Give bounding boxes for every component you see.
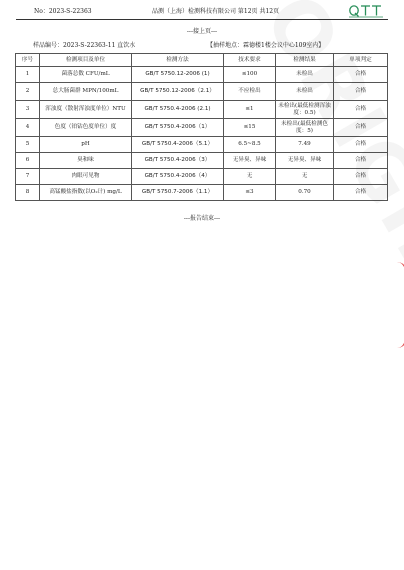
row-index: 5 [16,137,40,153]
row-verdict: 合格 [334,153,388,169]
row-index: 3 [16,101,40,119]
row-requirement: 6.5~8.5 [224,137,276,153]
row-result: 7.49 [276,137,334,153]
table-row [16,185,388,201]
continued-label: ---接上页--- [186,28,218,35]
row-method: GB/T 5750.4-2006 (2.1) [132,101,224,119]
row-item: 色度（铂钴色度单位）度 [40,119,132,137]
row-index: 2 [16,83,40,101]
row-requirement: 无 [224,169,276,185]
row-method: GB/T 5750.4-2006（5.1） [132,137,224,153]
row-item: 浑浊度（散射浑浊度单位）NTU [40,101,132,119]
row-index: 4 [16,119,40,137]
row-requirement: 不应检出 [224,83,276,101]
row-result: 未检出 [276,67,334,83]
row-verdict: 合格 [334,169,388,185]
row-method: GB/T 5750.4-2006（1） [132,119,224,137]
header-verdict: 单项判定 [334,54,388,67]
row-method: GB/T 5750.12-2006（2.1） [132,83,224,101]
row-item: 菌落总数 CFU/mL [40,67,132,83]
row-requirement: ≤100 [224,67,276,83]
row-requirement: ≤15 [224,119,276,137]
row-verdict: 合格 [334,67,388,83]
company-and-page: 品测（上海）检测科技有限公司 第12页 共12页 [152,8,280,15]
row-index: 1 [16,67,40,83]
sample-number: 样品编号：2023-S-22363-11 直饮水 [33,42,136,49]
row-verdict: 合格 [334,185,388,201]
row-item: 肉眼可见物 [40,169,132,185]
header-requirement: 技术要求 [224,54,276,67]
row-item: 总大肠菌群 MPN/100mL [40,83,132,101]
row-result: 无异臭、异味 [276,153,334,169]
red-edge-mark [397,262,404,348]
row-result: 0.70 [276,185,334,201]
row-index: 6 [16,153,40,169]
row-index: 8 [16,185,40,201]
row-verdict: 合格 [334,101,388,119]
row-verdict: 合格 [334,119,388,137]
header-method: 检测方法 [132,54,224,67]
row-result: 无 [276,169,334,185]
row-result: 未检出 [276,83,334,101]
report-end-label: ---报告结束--- [183,215,221,222]
row-method: GB/T 5750.12-2006 (1) [132,67,224,83]
row-method: GB/T 5750.4-2006（4） [132,169,224,185]
document-number: No：2023-S-22363 [34,8,92,15]
row-verdict: 合格 [334,137,388,153]
row-method: GB/T 5750.4-2006（3） [132,153,224,169]
row-item: 高锰酸盐指数(以O₂计) mg/L [40,185,132,201]
row-item: 臭和味 [40,153,132,169]
header-index: 序号 [16,54,40,67]
sampling-location: 【抽样地点：霖德楼1楼会议中心109室内】 [207,42,325,49]
header-result: 检测结果 [276,54,334,67]
row-item: pH [40,137,132,153]
row-result: 未检出(最低检测色度：5) [276,119,334,137]
row-method: GB/T 5750.7-2006（1.1） [132,185,224,201]
row-verdict: 合格 [334,83,388,101]
row-index: 7 [16,169,40,185]
header-item: 检测项目及单位 [40,54,132,67]
row-requirement: ≤3 [224,185,276,201]
row-requirement: ≤1 [224,101,276,119]
row-requirement: 无异臭、异味 [224,153,276,169]
row-result: 未检出(最低检测浑浊度：0.5) [276,101,334,119]
